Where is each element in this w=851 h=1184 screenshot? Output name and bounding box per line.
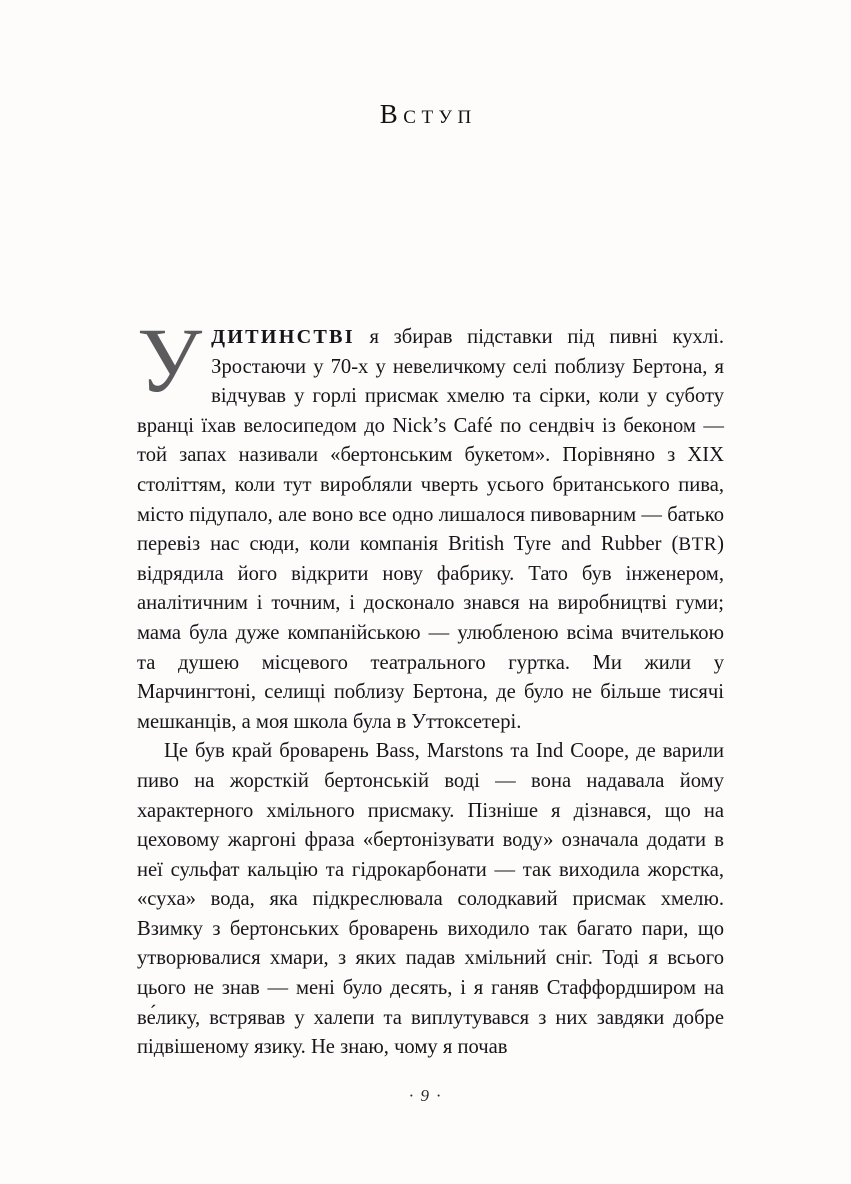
opening-small-caps: ДИТИНСТВІ: [211, 326, 355, 348]
page-number: · 9 ·: [409, 1086, 442, 1105]
chapter-title: Вступ: [379, 99, 477, 129]
paragraph-first-tail: ) відрядила його відкрити нову фабрику. Тато був інженером, аналітичним і точним, і досконало знався на виробництві гуми; мама була дуже компанійською — улюбленою всіма вчителькою та душею місцевого театрального гуртка. Ми жили у Марчингтоні, селищі поблизу Бертона, де було не більше тисячі мешканців, а моя школа була в Уттоксетері.: [137, 533, 724, 733]
paragraph-first-body: я збирав підставки під пивні кухлі. Зростаючи у 70-х у невеличкому селі поблизу Бертона, я відчував у горлі присмак хмелю та сірки, коли у суботу вранці їхав велосипедом до Nick’s Café по сендвіч із беконом — той запах називали «бертонським букетом». Порівняно з XIX століттям, коли тут виробляли чверть усього британського пива, місто підупало, але воно все одно лишалося пивоварним — батько перевіз нас сюди, коли компанія British Tyre and Rubber (: [137, 326, 724, 556]
drop-cap-letter: У: [137, 309, 203, 411]
paragraph-first: [137, 309, 724, 737]
paragraph-second: Це був край броварень Bass, Marstons та Ind Coope, де варили пиво на жорсткій бертонській воді — вона надавала йому характерного хмільного присмаку. Пізніше я дізнався, що на цеховому жаргоні фраза «бертонізувати воду» означала додати в неї сульфат кальцію та гідрокарбонати — так виходила жорстка, «суха» вода, яка підкреслювала солодкавий присмак хмелю. Взимку з бертонських броварень виходило так багато пари, що утворювалися хмари, з яких падав хмільний сніг. Тоді я всього цього не знав — мені було десять, і я ганяв Стаффордширом на ве́лику, встрявав у халепи та виплутувався з них завдяки добре підвішеному язику. Не знаю, чому я почав: [137, 740, 724, 1059]
abbreviation-btr: BTR: [678, 534, 718, 556]
text-column: [137, 309, 724, 1063]
